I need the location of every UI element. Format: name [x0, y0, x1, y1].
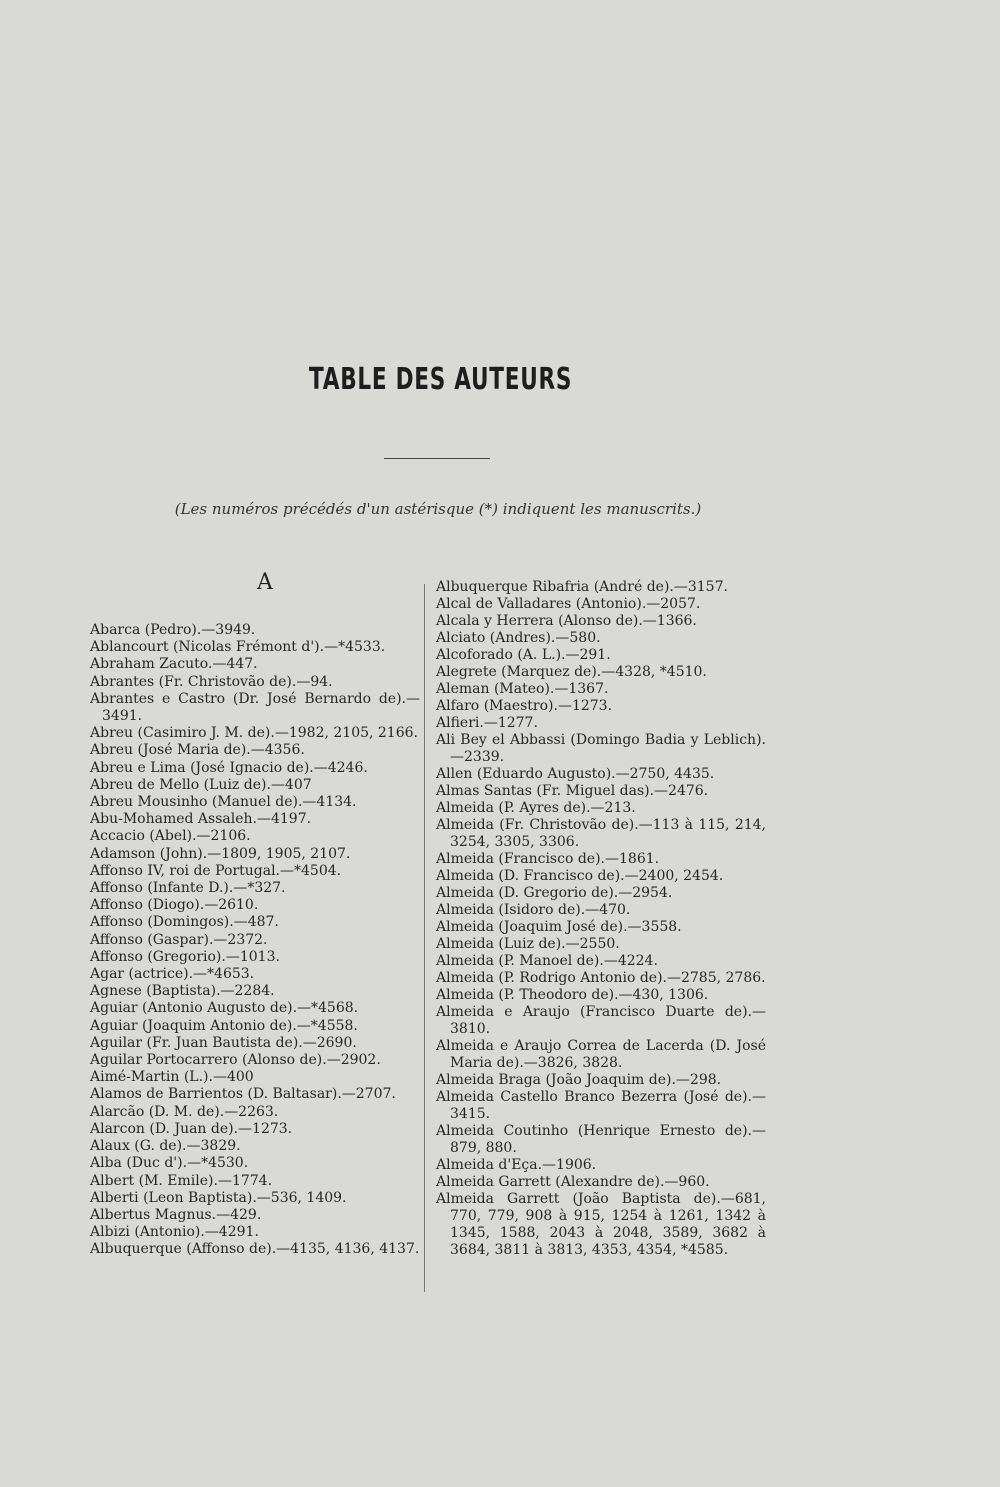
index-entry: Aguiar (Joaquim Antonio de).—*4558.	[90, 1017, 358, 1034]
index-entry: Aleman (Mateo).—1367.	[436, 681, 609, 697]
index-entry: Alarcão (D. M. de).—2263.	[90, 1103, 279, 1120]
index-entry: Albuquerque (Affonso de).—4135, 4136, 4137.	[90, 1241, 420, 1258]
index-entry: Abrantes (Fr. Christovão de).—94.	[90, 673, 333, 690]
left-column	[90, 622, 420, 1259]
index-entry: Abreu Mousinho (Manuel de).—4134.	[90, 794, 357, 811]
index-entry: Almeida Garrett (Alexandre de).—960.	[436, 1174, 710, 1190]
index-entry: Abu-Mohamed Assaleh.—4197.	[90, 811, 312, 828]
index-entry: Almeida e Araujo Correa de Lacerda (D. José Maria de).—3826, 3828.	[436, 1038, 766, 1071]
title-rule	[384, 458, 490, 459]
index-entry: Agar (actrice).—*4653.	[90, 966, 255, 983]
index-entry: Almeida Braga (João Joaquim de).—298.	[436, 1072, 722, 1088]
index-entry: Albertus Magnus.—429.	[90, 1206, 262, 1223]
index-entry: Alcal de Valladares (Antonio).—2057.	[436, 596, 701, 612]
index-entry: Almeida (Joaquim José de).—3558.	[436, 919, 682, 935]
index-entry: Aimé-Martin (L.).—400	[90, 1069, 254, 1086]
index-entry: Alamos de Barrientos (D. Baltasar).—2707.	[90, 1086, 396, 1103]
index-entry: Albizi (Antonio).—4291.	[90, 1224, 259, 1241]
index-entry: Almeida Garrett (João Baptista de).—681, 770, 779, 908 à 915, 1254 à 1261, 1342 à 1345, 1588, 2043 à 2048, 3589, 3682 à 3684, 3811 à 3813, 4353, 4354, *4585.	[436, 1191, 766, 1258]
index-entry: Aguilar Portocarrero (Alonso de).—2902.	[90, 1052, 381, 1069]
index-entry: Alfaro (Maestro).—1273.	[436, 698, 613, 714]
index-entry: Alberti (Leon Baptista).—536, 1409.	[90, 1189, 347, 1206]
index-entry: Almeida (Isidoro de).—470.	[436, 902, 631, 918]
index-entry: Accacio (Abel).—2106.	[90, 828, 251, 845]
index-entry: Almeida (Francisco de).—1861.	[436, 851, 660, 867]
index-entry: Almas Santas (Fr. Miguel das).—2476.	[436, 783, 709, 799]
index-entry: Albert (M. Emile).—1774.	[90, 1172, 273, 1189]
index-entry: Abrantes e Castro (Dr. José Bernardo de).— 3491.	[90, 690, 420, 725]
index-entry: Almeida (Luiz de).—2550.	[436, 936, 620, 952]
index-entry: Agnese (Baptista).—2284.	[90, 983, 275, 1000]
manuscript-note: (Les numéros précédés d'un astérisque (*) indiquent les manuscrits.)	[174, 500, 702, 518]
index-entry: Abreu (José Maria de).—4356.	[90, 742, 305, 759]
index-entry: Abraham Zacuto.—447.	[90, 656, 258, 673]
index-entry: Almeida (D. Francisco de).—2400, 2454.	[436, 868, 724, 884]
index-entry: Adamson (John).—1809, 1905, 2107.	[90, 845, 351, 862]
index-entry: Affonso (Gregorio).—1013.	[90, 948, 280, 965]
index-entry: Almeida e Araujo (Francisco Duarte de).— 3810.	[436, 1004, 766, 1037]
index-entry: Affonso (Gaspar).—2372.	[90, 931, 268, 948]
index-entry: Abarca (Pedro).—3949.	[90, 622, 256, 638]
index-entry: Affonso IV, roi de Portugal.—*4504.	[90, 862, 342, 879]
index-entry: Alfieri.—1277.	[436, 715, 538, 731]
index-entry: Aguiar (Antonio Augusto de).—*4568.	[90, 1000, 359, 1017]
index-entry: Alarcon (D. Juan de).—1273.	[90, 1120, 293, 1137]
index-entry: Alegrete (Marquez de).—4328, *4510.	[436, 664, 707, 680]
index-entry: Abreu (Casimiro J. M. de).—1982, 2105, 2166.	[90, 725, 418, 742]
index-entry: Affonso (Infante D.).—*327.	[90, 880, 286, 897]
index-entry: Alcoforado (A. L.).—291.	[436, 647, 611, 663]
index-entry: Albuquerque Ribafria (André de).—3157.	[436, 579, 728, 595]
index-entry: Almeida Coutinho (Henrique Ernesto de).— 879, 880.	[436, 1123, 766, 1156]
index-entry: Almeida (P. Rodrigo Antonio de).—2785, 2786.	[436, 970, 766, 986]
page-title: TABLE DES AUTEURS	[309, 362, 573, 397]
index-entry: Almeida (P. Ayres de).—213.	[436, 800, 636, 816]
index-entry: Ablancourt (Nicolas Frémont d').—*4533.	[90, 639, 386, 656]
section-letter: A	[257, 570, 273, 595]
index-entry: Alba (Duc d').—*4530.	[90, 1155, 249, 1172]
index-entry: Alciato (Andres).—580.	[436, 630, 601, 646]
right-column	[436, 579, 766, 1259]
index-entry: Almeida Castello Branco Bezerra (José de).— 3415.	[436, 1089, 766, 1122]
index-entry: Alaux (G. de).—3829.	[90, 1138, 241, 1155]
index-entry: Abreu e Lima (José Ignacio de).—4246.	[90, 759, 368, 776]
index-entry: Ali Bey el Abbassi (Domingo Badia y Leblich).—2339.	[436, 732, 766, 765]
index-entry: Allen (Eduardo Augusto).—2750, 4435.	[436, 766, 715, 782]
index-entry: Almeida (P. Manoel de).—4224.	[436, 953, 658, 969]
index-entry: Almeida (P. Theodoro de).—430, 1306.	[436, 987, 709, 1003]
index-entry: Almeida (D. Gregorio de).—2954.	[436, 885, 673, 901]
column-divider	[424, 584, 425, 1292]
index-entry: Affonso (Diogo).—2610.	[90, 897, 259, 914]
index-entry: Abreu de Mello (Luiz de).—407	[90, 776, 312, 793]
index-entry: Almeida d'Eça.—1906.	[436, 1157, 597, 1173]
index-entry: Affonso (Domingos).—487.	[90, 914, 279, 931]
index-entry: Aguilar (Fr. Juan Bautista de).—2690.	[90, 1034, 357, 1051]
index-entry: Almeida (Fr. Christovão de).—113 à 115, 214, 3254, 3305, 3306.	[436, 817, 766, 850]
index-entry: Alcala y Herrera (Alonso de).—1366.	[436, 613, 697, 629]
